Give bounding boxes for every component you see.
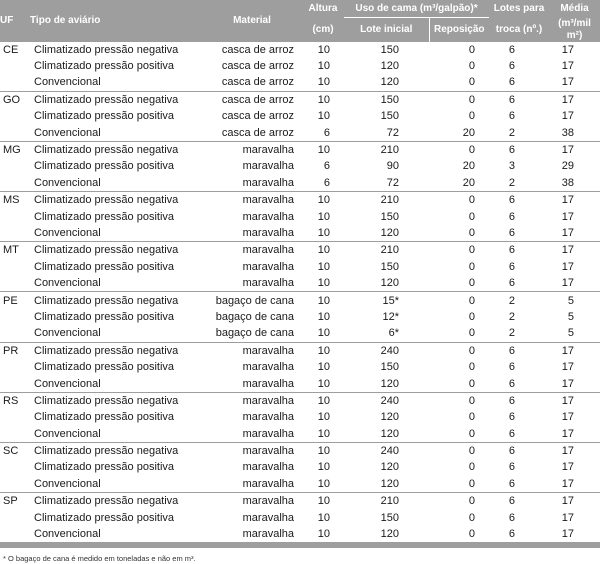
uf-cell — [0, 459, 30, 475]
table-row — [0, 175, 600, 192]
material-cell: maravalha — [202, 242, 302, 259]
tipo-aviario-cell: Convencional — [34, 327, 101, 340]
lote-inicial-cell: 240 — [344, 342, 429, 359]
reposicao-cell: 0 — [429, 91, 489, 108]
bottom-rule — [0, 542, 600, 548]
material-cell: bagaço de cana — [215, 327, 294, 340]
media-cell: 17 — [561, 43, 575, 56]
tipo-aviario-cell: Climatizado pressão positiva — [34, 361, 175, 374]
table-row — [0, 526, 600, 542]
lotes-troca-cell: 6 — [489, 141, 549, 158]
lote-inicial-cell: 120 — [380, 528, 399, 541]
uf-cell — [0, 58, 30, 74]
table-row — [0, 476, 600, 493]
header-altura: Altura — [302, 0, 344, 18]
media-cell: 17 — [549, 442, 600, 459]
media-cell: 17 — [549, 342, 600, 359]
lote-inicial-cell: 120 — [380, 226, 399, 239]
material-cell: maravalha — [202, 342, 302, 359]
table-row — [0, 74, 600, 91]
uf-cell — [0, 476, 30, 493]
header-media: Média — [549, 0, 600, 18]
material-cell: maravalha — [242, 411, 294, 424]
altura-cell: 10 — [317, 210, 330, 223]
header-uso-cama: Uso de cama (m³/galpão)* — [344, 0, 489, 18]
material-cell: casca de arroz — [221, 60, 294, 73]
lotes-troca-cell: 6 — [508, 210, 516, 223]
table-row — [0, 375, 600, 392]
material-cell: maravalha — [242, 427, 294, 440]
media-cell: 38 — [561, 176, 575, 189]
uf-cell — [0, 158, 30, 174]
altura-cell: 10 — [302, 292, 344, 309]
reposicao-cell: 0 — [468, 377, 476, 390]
uf-cell — [0, 259, 30, 275]
lote-inicial-cell: 240 — [344, 392, 429, 409]
tipo-aviario-cell: Climatizado pressão negativa — [30, 342, 202, 359]
header-uf: UF — [0, 0, 30, 42]
table-row — [0, 42, 600, 58]
altura-cell: 10 — [317, 411, 330, 424]
altura-cell: 10 — [317, 260, 330, 273]
lote-inicial-cell: 6* — [388, 327, 399, 340]
lotes-troca-cell: 6 — [508, 528, 516, 541]
table-row — [0, 493, 600, 510]
table-row — [0, 392, 600, 409]
material-cell: casca de arroz — [221, 76, 294, 89]
media-cell: 17 — [561, 477, 575, 490]
tipo-aviario-cell: Convencional — [34, 126, 101, 139]
lotes-troca-cell: 6 — [489, 342, 549, 359]
media-cell: 17 — [549, 493, 600, 510]
reposicao-cell: 0 — [468, 361, 476, 374]
material-cell: casca de arroz — [202, 91, 302, 108]
tipo-aviario-cell: Convencional — [34, 226, 101, 239]
material-cell: maravalha — [202, 392, 302, 409]
footnote: * O bagaço de cana é medido em toneladas e não em m³. — [3, 554, 196, 564]
uf-cell: PE — [0, 292, 30, 309]
table-row — [0, 225, 600, 242]
media-cell: 17 — [549, 392, 600, 409]
material-cell: casca de arroz — [221, 110, 294, 123]
altura-cell: 10 — [317, 43, 330, 56]
media-cell: 5 — [567, 310, 575, 323]
table-row — [0, 359, 600, 375]
table-row — [0, 208, 600, 224]
altura-cell: 10 — [317, 110, 330, 123]
altura-cell: 10 — [317, 528, 330, 541]
lote-inicial-cell: 120 — [380, 427, 399, 440]
lote-inicial-cell: 72 — [386, 176, 399, 189]
reposicao-cell: 0 — [468, 511, 476, 524]
altura-cell: 10 — [317, 76, 330, 89]
tipo-aviario-cell: Climatizado pressão positiva — [34, 60, 175, 73]
tipo-aviario-cell: Climatizado pressão positiva — [34, 110, 175, 123]
altura-cell: 10 — [317, 60, 330, 73]
tipo-aviario-cell: Convencional — [34, 377, 101, 390]
altura-cell: 10 — [302, 392, 344, 409]
altura-cell: 10 — [317, 277, 330, 290]
tipo-aviario-cell: Climatizado pressão negativa — [30, 192, 202, 209]
altura-cell: 6 — [323, 126, 330, 139]
lotes-troca-cell: 6 — [489, 442, 549, 459]
tipo-aviario-cell: Climatizado pressão positiva — [34, 310, 175, 323]
lotes-troca-cell: 2 — [508, 176, 516, 189]
lote-inicial-cell: 150 — [380, 43, 399, 56]
header-reposicao: Reposição — [429, 18, 489, 42]
material-cell: bagaço de cana — [202, 292, 302, 309]
media-cell: 17 — [561, 461, 575, 474]
reposicao-cell: 0 — [468, 327, 476, 340]
altura-cell: 10 — [317, 477, 330, 490]
lote-inicial-cell: 120 — [380, 411, 399, 424]
table-body — [0, 42, 600, 543]
reposicao-cell: 0 — [429, 493, 489, 510]
tipo-aviario-cell: Climatizado pressão positiva — [34, 411, 175, 424]
uf-cell — [0, 124, 30, 141]
lote-inicial-cell: 150 — [380, 361, 399, 374]
lotes-troca-cell: 6 — [508, 226, 516, 239]
uf-cell — [0, 425, 30, 442]
tipo-aviario-cell: Climatizado pressão positiva — [34, 210, 175, 223]
reposicao-cell: 0 — [468, 76, 476, 89]
tipo-aviario-cell: Convencional — [34, 277, 101, 290]
material-cell: maravalha — [202, 141, 302, 158]
lotes-troca-cell: 6 — [508, 511, 516, 524]
media-cell: 38 — [561, 126, 575, 139]
reposicao-cell: 0 — [429, 192, 489, 209]
lote-inicial-cell: 15* — [344, 292, 429, 309]
lote-inicial-cell: 120 — [380, 277, 399, 290]
lote-inicial-cell: 120 — [380, 76, 399, 89]
lotes-troca-cell: 6 — [508, 76, 516, 89]
uf-cell — [0, 208, 30, 224]
table-row — [0, 158, 600, 174]
lotes-troca-cell: 6 — [508, 110, 516, 123]
reposicao-cell: 0 — [468, 43, 476, 56]
table-row — [0, 192, 600, 209]
reposicao-cell: 0 — [429, 141, 489, 158]
media-cell: 17 — [561, 377, 575, 390]
media-cell: 17 — [549, 242, 600, 259]
altura-cell: 10 — [317, 310, 330, 323]
header-media-unit: (m³/mil m²) — [549, 18, 600, 42]
lote-inicial-cell: 150 — [380, 511, 399, 524]
header-material: Material — [202, 0, 302, 42]
reposicao-cell: 0 — [429, 442, 489, 459]
altura-cell: 10 — [317, 327, 330, 340]
media-cell: 5 — [549, 292, 600, 309]
table-row — [0, 292, 600, 309]
table-row — [0, 108, 600, 124]
altura-cell: 10 — [317, 377, 330, 390]
altura-cell: 10 — [302, 192, 344, 209]
altura-cell: 10 — [317, 461, 330, 474]
table-row — [0, 242, 600, 259]
table-row — [0, 58, 600, 74]
table-row — [0, 509, 600, 525]
lote-inicial-cell: 210 — [344, 242, 429, 259]
reposicao-cell: 0 — [468, 477, 476, 490]
reposicao-cell: 0 — [468, 277, 476, 290]
table-row — [0, 309, 600, 325]
tipo-aviario-cell: Climatizado pressão negativa — [30, 292, 202, 309]
reposicao-cell: 20 — [462, 126, 476, 139]
uf-cell: GO — [0, 91, 30, 108]
reposicao-cell: 0 — [429, 342, 489, 359]
lotes-troca-cell: 2 — [508, 126, 516, 139]
tipo-aviario-cell: Climatizado pressão positiva — [34, 160, 175, 173]
media-cell: 5 — [567, 327, 575, 340]
tipo-aviario-cell: Climatizado pressão negativa — [30, 442, 202, 459]
tipo-aviario-cell: Climatizado pressão positiva — [34, 461, 175, 474]
altura-cell: 10 — [302, 242, 344, 259]
altura-cell: 10 — [302, 91, 344, 108]
altura-cell: 10 — [317, 226, 330, 239]
reposicao-cell: 0 — [468, 60, 476, 73]
table-row — [0, 124, 600, 141]
lotes-troca-cell: 6 — [489, 91, 549, 108]
uf-cell — [0, 309, 30, 325]
lote-inicial-cell: 240 — [344, 442, 429, 459]
tipo-aviario-cell: Convencional — [34, 528, 101, 541]
altura-cell: 10 — [302, 342, 344, 359]
material-cell: maravalha — [202, 493, 302, 510]
tipo-aviario-cell: Climatizado pressão positiva — [34, 260, 175, 273]
table-row — [0, 141, 600, 158]
material-cell: maravalha — [242, 226, 294, 239]
lotes-troca-cell: 2 — [508, 327, 516, 340]
tipo-aviario-cell: Climatizado pressão negativa — [30, 493, 202, 510]
altura-cell: 10 — [317, 427, 330, 440]
material-cell: bagaço de cana — [215, 310, 294, 323]
table-header — [0, 0, 600, 42]
lotes-troca-cell: 6 — [508, 260, 516, 273]
lote-inicial-cell: 120 — [380, 60, 399, 73]
altura-cell: 6 — [323, 176, 330, 189]
material-cell: maravalha — [242, 210, 294, 223]
uf-cell: MT — [0, 242, 30, 259]
lote-inicial-cell: 210 — [344, 192, 429, 209]
header-lote-inicial: Lote inicial — [344, 18, 429, 42]
lote-inicial-cell: 120 — [380, 461, 399, 474]
tipo-aviario-cell: Convencional — [34, 427, 101, 440]
reposicao-cell: 0 — [468, 528, 476, 541]
media-cell: 17 — [561, 210, 575, 223]
uf-cell — [0, 325, 30, 342]
lote-inicial-cell: 150 — [380, 260, 399, 273]
material-cell: casca de arroz — [221, 126, 294, 139]
media-cell: 17 — [549, 141, 600, 158]
table-row — [0, 342, 600, 359]
media-cell: 29 — [561, 160, 575, 173]
tipo-aviario-cell: Convencional — [34, 76, 101, 89]
media-cell: 17 — [561, 411, 575, 424]
lotes-troca-cell: 6 — [508, 60, 516, 73]
material-cell: maravalha — [242, 260, 294, 273]
media-cell: 17 — [561, 110, 575, 123]
material-cell: maravalha — [242, 160, 294, 173]
uf-cell: MS — [0, 192, 30, 209]
uf-cell — [0, 275, 30, 292]
lote-inicial-cell: 150 — [344, 91, 429, 108]
tipo-aviario-cell: Climatizado pressão positiva — [34, 511, 175, 524]
header-troca: troca (nº.) — [489, 18, 549, 42]
altura-cell: 6 — [323, 160, 330, 173]
material-cell: maravalha — [202, 192, 302, 209]
uf-cell — [0, 409, 30, 425]
table-row — [0, 442, 600, 459]
lotes-troca-cell: 6 — [508, 461, 516, 474]
table-row — [0, 425, 600, 442]
table-row — [0, 259, 600, 275]
material-cell: maravalha — [202, 442, 302, 459]
material-cell: maravalha — [242, 528, 294, 541]
reposicao-cell: 0 — [468, 310, 476, 323]
material-cell: casca de arroz — [221, 43, 294, 56]
lote-inicial-cell: 150 — [380, 110, 399, 123]
reposicao-cell: 0 — [468, 226, 476, 239]
reposicao-cell: 0 — [468, 260, 476, 273]
lotes-troca-cell: 6 — [508, 411, 516, 424]
altura-cell: 10 — [302, 493, 344, 510]
lotes-troca-cell: 2 — [489, 292, 549, 309]
lote-inicial-cell: 210 — [344, 141, 429, 158]
lotes-troca-cell: 6 — [508, 477, 516, 490]
tipo-aviario-cell: Climatizado pressão negativa — [30, 141, 202, 158]
lote-inicial-cell: 90 — [386, 160, 399, 173]
material-cell: maravalha — [242, 511, 294, 524]
material-cell: maravalha — [242, 361, 294, 374]
table-row — [0, 325, 600, 342]
table-row — [0, 409, 600, 425]
material-cell: maravalha — [242, 377, 294, 390]
media-cell: 17 — [561, 277, 575, 290]
tipo-aviario-cell: Convencional — [34, 176, 101, 189]
tipo-aviario-cell: Climatizado pressão negativa — [30, 392, 202, 409]
tipo-aviario-cell: Climatizado pressão negativa — [30, 242, 202, 259]
header-lotes-para: Lotes para — [489, 0, 549, 18]
header-altura-unit: (cm) — [302, 18, 344, 42]
lote-inicial-cell: 120 — [380, 477, 399, 490]
header-tipo-aviario: Tipo de aviário — [30, 0, 202, 42]
media-cell: 17 — [561, 260, 575, 273]
reposicao-cell: 0 — [468, 461, 476, 474]
uf-cell: SP — [0, 493, 30, 510]
uf-cell: SC — [0, 442, 30, 459]
uf-cell — [0, 509, 30, 525]
uf-cell — [0, 108, 30, 124]
material-cell: maravalha — [242, 477, 294, 490]
lotes-troca-cell: 6 — [489, 242, 549, 259]
uf-cell — [0, 526, 30, 542]
uf-cell: PR — [0, 342, 30, 359]
lotes-troca-cell: 6 — [508, 377, 516, 390]
media-cell: 17 — [561, 60, 575, 73]
media-cell: 17 — [561, 427, 575, 440]
lotes-troca-cell: 6 — [508, 43, 516, 56]
uf-cell — [0, 225, 30, 242]
uf-cell: RS — [0, 392, 30, 409]
reposicao-cell: 0 — [429, 392, 489, 409]
reposicao-cell: 0 — [468, 210, 476, 223]
media-cell: 17 — [561, 511, 575, 524]
media-cell: 17 — [549, 91, 600, 108]
lotes-troca-cell: 6 — [508, 427, 516, 440]
reposicao-cell: 0 — [429, 242, 489, 259]
uf-cell — [0, 359, 30, 375]
lote-inicial-cell: 150 — [380, 210, 399, 223]
lote-inicial-cell: 12* — [382, 310, 399, 323]
material-cell: maravalha — [242, 176, 294, 189]
tipo-aviario-cell: Climatizado pressão negativa — [34, 43, 179, 56]
uf-cell — [0, 175, 30, 192]
lotes-troca-cell: 6 — [508, 277, 516, 290]
altura-cell: 10 — [302, 141, 344, 158]
altura-cell: 10 — [317, 361, 330, 374]
tipo-aviario-cell: Climatizado pressão negativa — [30, 91, 202, 108]
lotes-troca-cell: 6 — [489, 192, 549, 209]
table-row — [0, 91, 600, 108]
lotes-troca-cell: 6 — [489, 392, 549, 409]
reposicao-cell: 0 — [468, 110, 476, 123]
reposicao-cell: 20 — [462, 176, 476, 189]
media-cell: 17 — [549, 192, 600, 209]
table-row — [0, 459, 600, 475]
altura-cell: 10 — [317, 511, 330, 524]
altura-cell: 10 — [302, 442, 344, 459]
table-row — [0, 275, 600, 292]
tipo-aviario-cell: Convencional — [34, 477, 101, 490]
lotes-troca-cell: 6 — [508, 361, 516, 374]
lotes-troca-cell: 3 — [508, 160, 516, 173]
reposicao-cell: 0 — [429, 292, 489, 309]
lotes-troca-cell: 6 — [489, 493, 549, 510]
uf-cell — [0, 375, 30, 392]
uf-cell: CE — [3, 43, 19, 56]
media-cell: 17 — [561, 528, 575, 541]
media-cell: 17 — [561, 361, 575, 374]
material-cell: maravalha — [242, 461, 294, 474]
uf-cell: MG — [0, 141, 30, 158]
reposicao-cell: 20 — [462, 160, 476, 173]
lote-inicial-cell: 210 — [344, 493, 429, 510]
uf-cell — [0, 74, 30, 91]
media-cell: 17 — [561, 76, 575, 89]
media-cell: 17 — [561, 226, 575, 239]
material-cell: maravalha — [242, 277, 294, 290]
lote-inicial-cell: 72 — [386, 126, 399, 139]
reposicao-cell: 0 — [468, 427, 476, 440]
lote-inicial-cell: 120 — [380, 377, 399, 390]
lotes-troca-cell: 2 — [508, 310, 516, 323]
reposicao-cell: 0 — [468, 411, 476, 424]
